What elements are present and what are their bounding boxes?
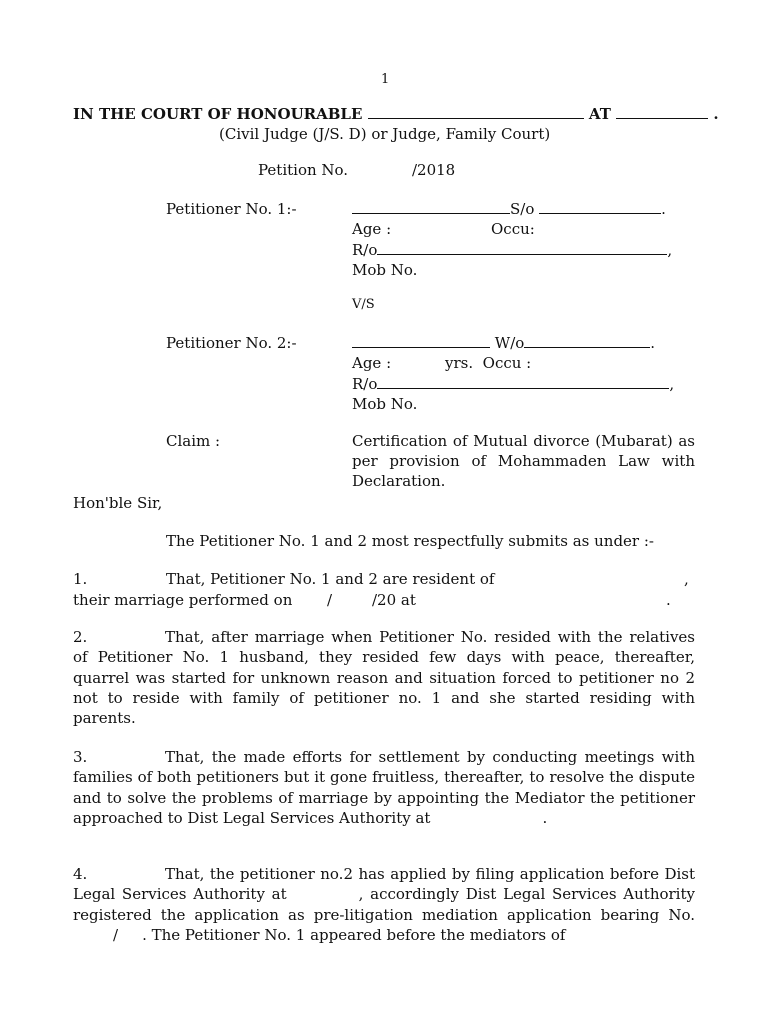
petition-year: /2018 (412, 161, 456, 179)
petition-number-label: Petition No. (258, 161, 349, 179)
intro-text: The Petitioner No. 1 and 2 most respectfully submits as under :- (166, 532, 654, 550)
para4 (73, 864, 695, 945)
para4-text-b: , accordingly Dist Legal Services Authority registered the application as pre-litigation mediation application bearing No. (73, 885, 695, 924)
para4-text-a: That, the petitioner no.2 has applied by filing application before Dist Legal Services Authority at (73, 865, 695, 904)
para4-text-d: . The Petitioner No. 1 appeared before the mediators of (142, 925, 566, 944)
court-name-blank[interactable] (368, 104, 584, 119)
para4-number: 4. (73, 865, 88, 883)
para1-line1-comma: , (684, 570, 689, 588)
court-prefix: IN THE COURT OF HONOURABLE (73, 105, 363, 123)
petitioner1-label: Petitioner No. 1:- (166, 200, 297, 218)
para3-text: That, the made efforts for settlement by conducting meetings with families of both petitioners but it gone fruitless, thereafter, to resolve the dispute and to solve the problems of marriage by appointing the Mediator the petitioner approached to Dist Legal Services Authority at (73, 748, 695, 827)
petitioner1-relation: S/o (510, 200, 535, 218)
heading-dot: . (713, 105, 719, 123)
court-subtitle: (Civil Judge (J/S. D) or Judge, Family Court) (219, 125, 551, 143)
para1-date-year: /20 at (372, 591, 416, 609)
petitioner2-mobile-label: Mob No. (352, 395, 418, 413)
petitioner1-address-line (352, 240, 672, 260)
court-heading (73, 104, 719, 124)
petitioner1-dot: . (661, 200, 666, 218)
court-place-blank[interactable] (616, 104, 708, 119)
para1-line2-dot: . (666, 591, 671, 609)
petitioner2-comma: , (669, 375, 675, 393)
petitioner2-husband-blank[interactable] (524, 333, 650, 348)
para2 (73, 627, 695, 728)
salutation: Hon'ble Sir, (73, 494, 163, 512)
petitioner2-name-blank[interactable] (352, 333, 490, 348)
para3-number: 3. (73, 748, 88, 766)
petitioner2-relation: W/o (494, 334, 525, 352)
petitioner1-father-blank[interactable] (539, 199, 661, 214)
para3-dot: . (542, 808, 548, 827)
versus-label: V/S (352, 297, 375, 312)
petitioner1-ro-label: R/o (352, 241, 378, 259)
petitioner1-age-label: Age : (352, 220, 392, 238)
claim-label: Claim : (166, 432, 221, 450)
para1-number: 1. (73, 570, 88, 588)
petitioner1-occupation-label: Occu: (491, 220, 535, 238)
page-number: 1 (381, 72, 390, 87)
petitioner1-mobile-label: Mob No. (352, 261, 418, 279)
para1-line2: their marriage performed on (73, 591, 293, 609)
para1-date-slash: / (327, 591, 333, 609)
petitioner2-address-blank[interactable] (377, 374, 669, 389)
para3 (73, 747, 695, 828)
petitioner2-ro-label: R/o (352, 375, 378, 393)
para4-slash: / (113, 925, 119, 944)
para1-line1: That, Petitioner No. 1 and 2 are resident of (166, 570, 495, 588)
para2-text: That, after marriage when Petitioner No. resided with the relatives of Petitioner No. 1 husband, they resided few days with peace, thereafter, quarrel was started for unknown reason and situation forced to petitioner no 2 not to reside with family of petitioner no. 1 and she started residing with parents. (73, 628, 695, 728)
petitioner2-name-line (352, 333, 655, 353)
petitioner2-label: Petitioner No. 2:- (166, 334, 297, 352)
petitioner2-address-line (352, 374, 674, 394)
court-at-label: AT (588, 105, 611, 123)
para2-number: 2. (73, 628, 88, 646)
petitioner2-dot: . (650, 334, 656, 352)
petitioner2-yrs-occu: yrs. Occu : (445, 354, 532, 372)
petitioner1-name-line (352, 199, 666, 219)
petitioner1-address-blank[interactable] (377, 240, 667, 255)
petitioner1-comma: , (667, 241, 673, 259)
petitioner2-age-label: Age : (352, 354, 392, 372)
petitioner1-name-blank[interactable] (352, 199, 510, 214)
claim-text: Certification of Mutual divorce (Mubarat) as per provision of Mohammaden Law with Declaration. (352, 432, 695, 490)
